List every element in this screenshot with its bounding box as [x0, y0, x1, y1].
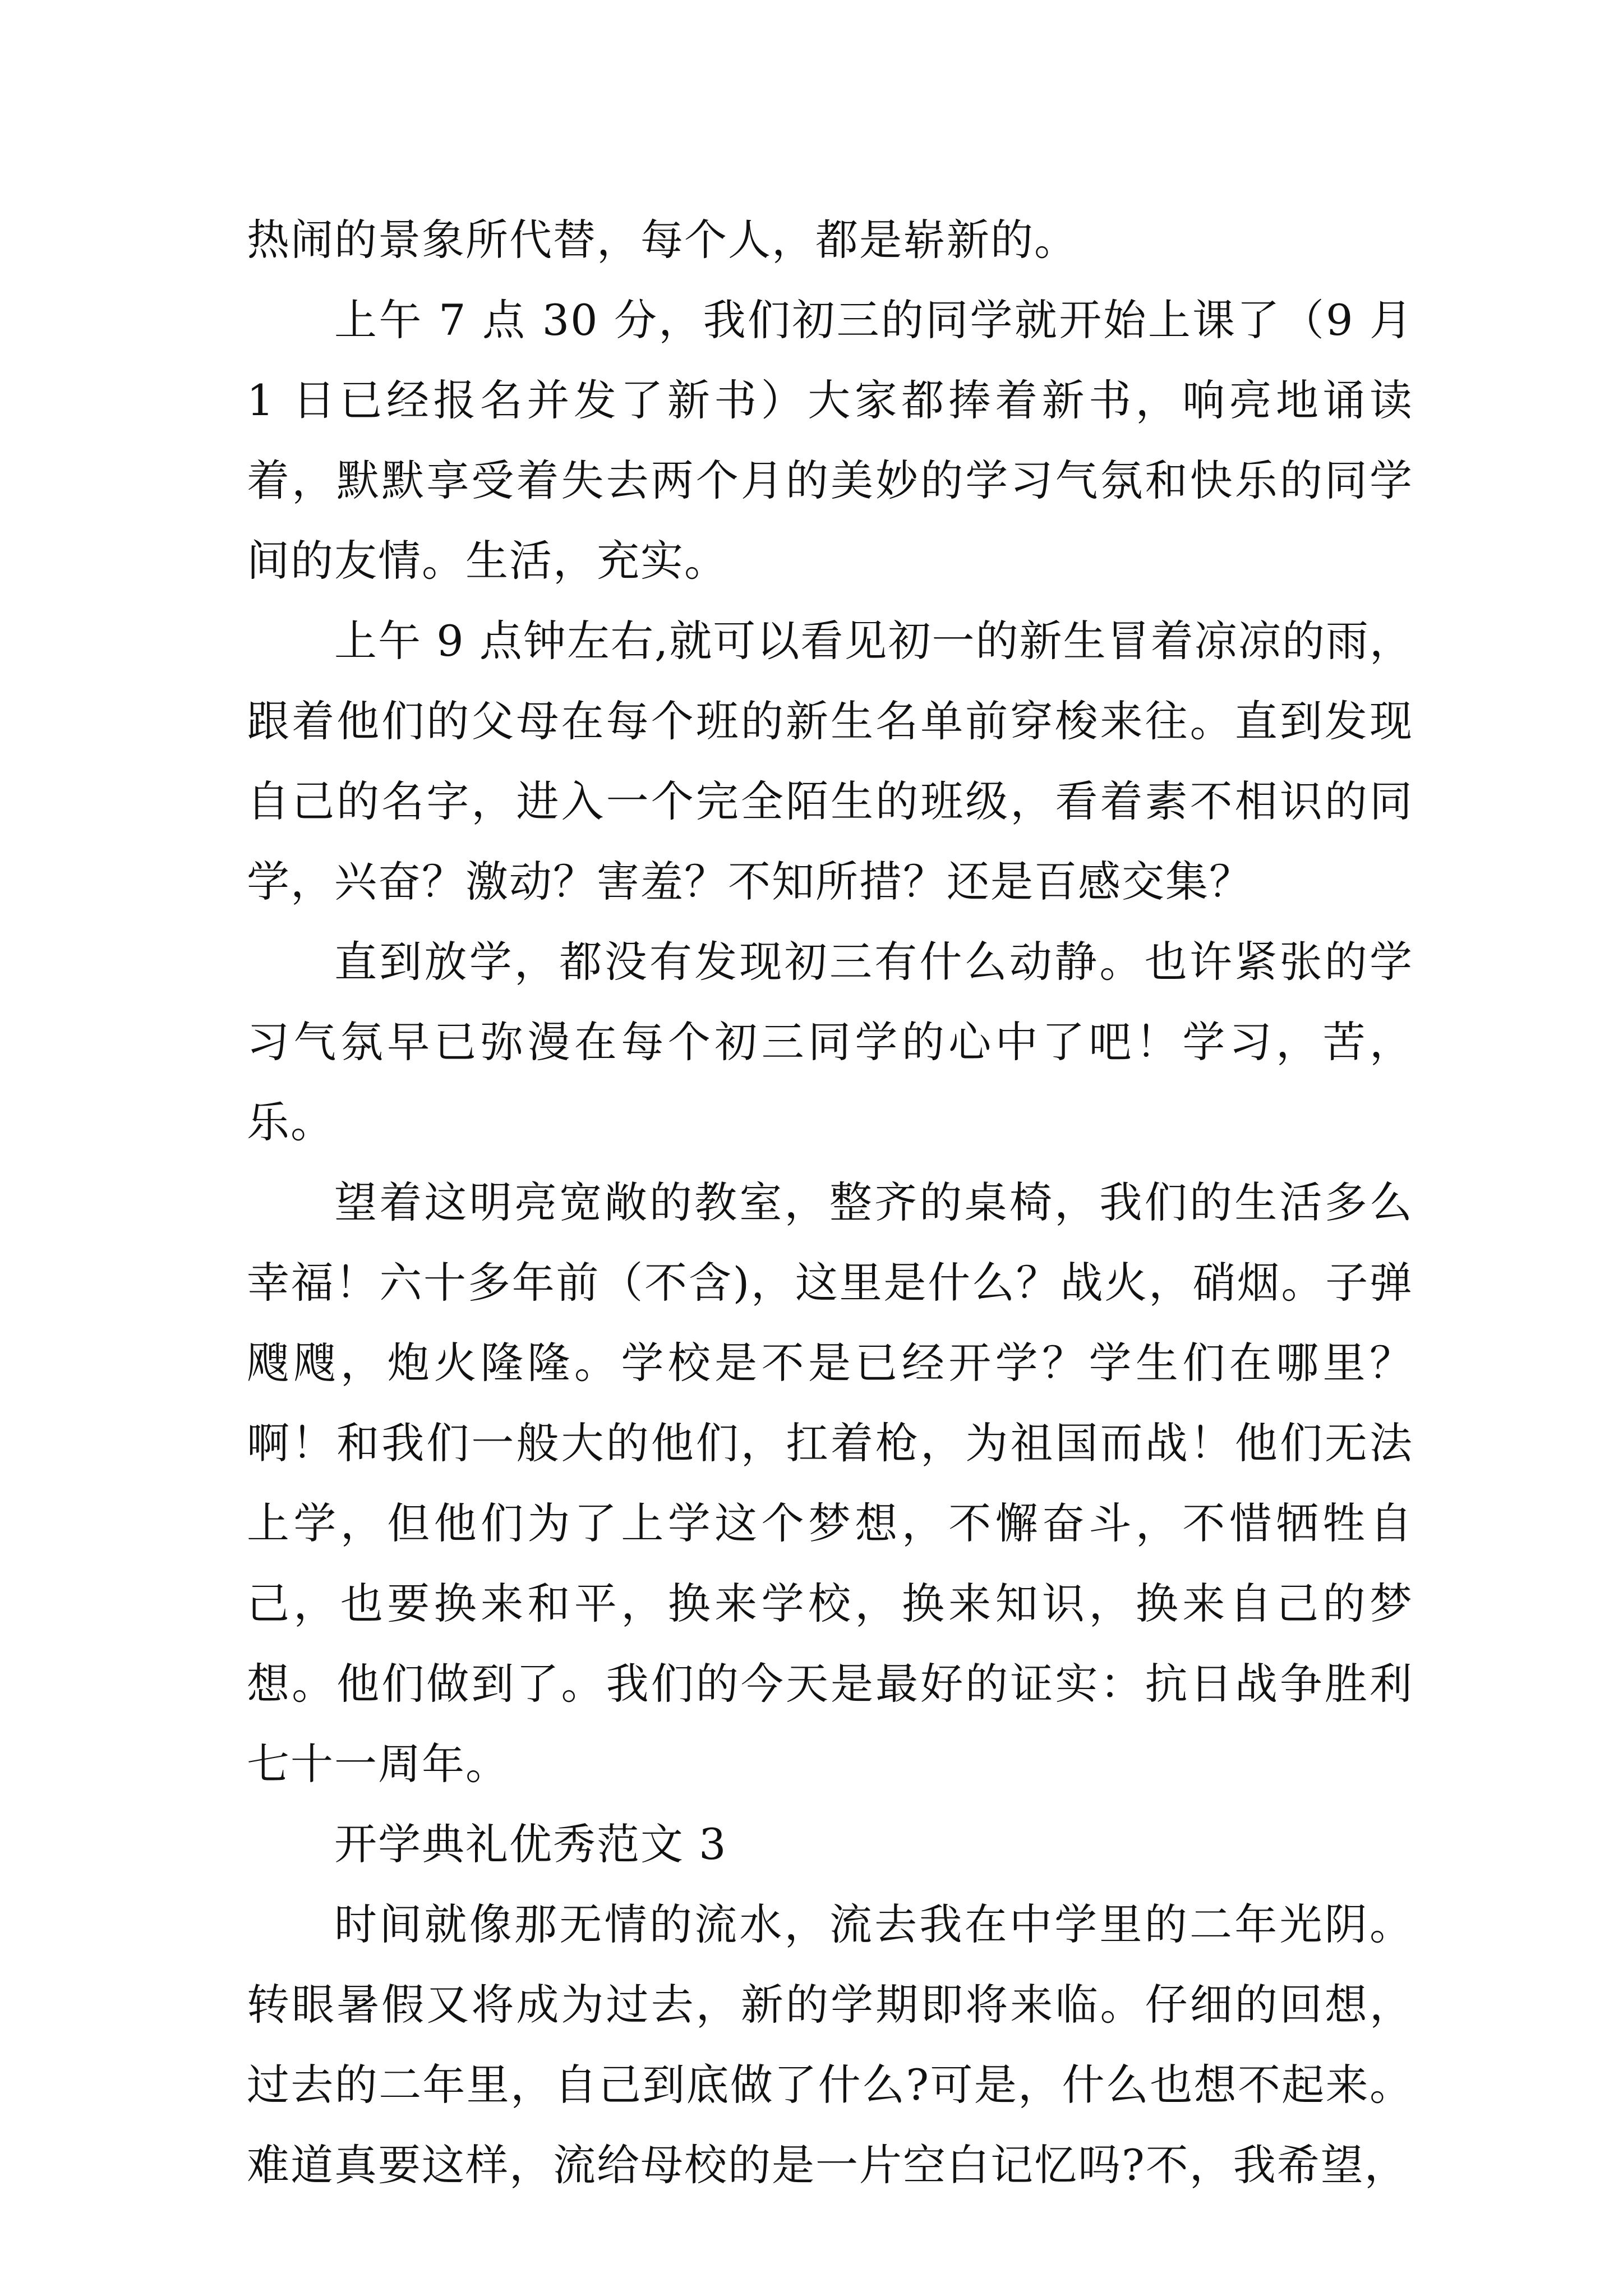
section-heading: 开学典礼优秀范文 3: [334, 1819, 727, 1869]
paragraph-4: 直到放学，都没有发现初三有什么动静。也许紧张的学习气氛早已弥漫在每个初三同学的心中了吧！学习，苦，乐。: [247, 937, 1413, 1147]
paragraph-2: 上午 7 点 30 分，我们初三的同学就开始上课了（9 月 1 日已经报名并发了新书）大家都捧着新书，响亮地诵读着，默默享受着失去两个月的美妙的学习气氛和快乐的同学间的友情。生活，充实。: [247, 295, 1413, 586]
paragraph-1: 热闹的景象所代替，每个人，都是崭新的。: [247, 215, 1078, 265]
document-body: [247, 200, 1413, 2205]
paragraph-6: 时间就像那无情的流水，流去我在中学里的二年光阴。转眼暑假又将成为过去，新的学期即将来临。仔细的回想，过去的二年里，自己到底做了什么?可是，什么也想不起来。难道真要这样，流给母校的是一片空白记忆吗?不，我希望，: [247, 1899, 1413, 2190]
paragraph-5: 望着这明亮宽敞的教室，整齐的桌椅，我们的生活多么幸福！六十多年前（不含)，这里是什么？战火，硝烟。子弹飕飕，炮火隆隆。学校是不是已经开学？学生们在哪里？啊！和我们一般大的他们，扛着枪，为祖国而战！他们无法上学，但他们为了上学这个梦想，不懈奋斗，不惜牺牲自己，也要换来和平，换来学校，换来知识，换来自己的梦想。他们做到了。我们的今天是最好的证实：抗日战争胜利七十一周年。: [247, 1177, 1413, 1789]
paragraph-3: 上午 9 点钟左右,就可以看见初一的新生冒着凉凉的雨，跟着他们的父母在每个班的新生名单前穿梭来往。直到发现自己的名字，进入一个完全陌生的班级，看着素不相识的同学，兴奋？激动？害羞？不知所措？还是百感交集？: [247, 616, 1413, 907]
